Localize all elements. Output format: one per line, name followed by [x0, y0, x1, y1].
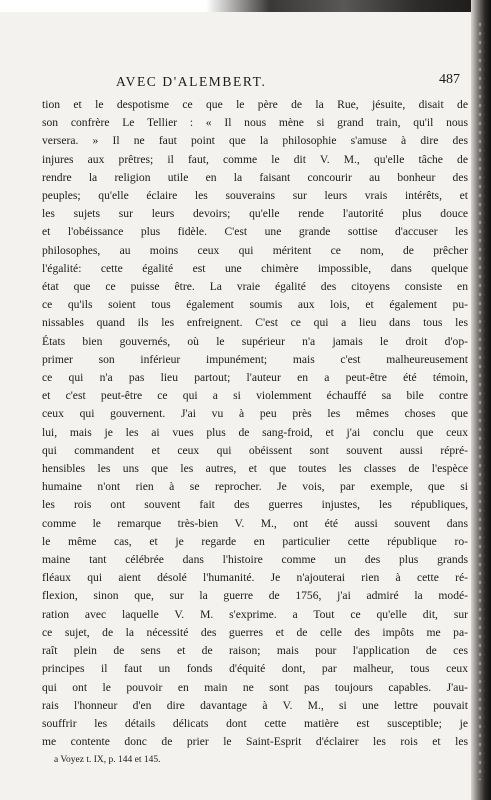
- text-line: et c'est peut-être ce qui a si violemment échauffé sa bile contre: [42, 389, 468, 403]
- text-line: injures aux prêtres; il faut, comme le dit V. M., qu'elle tâche de: [42, 152, 468, 166]
- text-line: état que ce puisse être. La vraie égalité des citoyens consiste en: [42, 280, 468, 294]
- text-line: peuples; qu'elle éclaire les souverains sur leurs vrais intérêts, et: [42, 189, 468, 203]
- text-line: humaine n'ont rien à se reprocher. Je vois, par exemple, que si: [42, 480, 468, 494]
- text-line: qui commandent et ceux qui obéissent sont souvent aussi répré-: [42, 443, 468, 457]
- text-line: maine tant célébrée dans l'histoire comme un des plus grands: [42, 553, 468, 567]
- text-line: comme le remarque très-bien V. M., ont été aussi souvent dans: [42, 516, 468, 530]
- scan-border-speckle: [477, 20, 485, 780]
- text-line: ce sujet, de la nécessité des guerres et de celle des impôts me pa-: [42, 625, 468, 639]
- text-line: qui ont le pouvoir en main ne sont pas toujours capables. J'au-: [42, 680, 468, 694]
- text-line: l'égalité: cette égalité est une chimère impossible, dans quelque: [42, 261, 468, 275]
- book-page: [20, 70, 468, 767]
- running-head: [20, 70, 468, 96]
- text-line: ration avec laquelle V. M. s'exprime. a Tout ce qu'elle dit, sur: [42, 607, 468, 621]
- text-line: lui, mais je les ai vues plus de sang-froid, et j'ai conclu que ceux: [42, 425, 468, 439]
- scan-border-top: [0, 0, 491, 12]
- text-line: le même cas, et je regarde en particulier cette république ro-: [42, 534, 468, 548]
- text-line: souffrir les détails délicats dont cette matière est susceptible; je: [42, 716, 468, 730]
- text-line: rais l'honneur d'en dire davantage à V. M., si une lettre pouvait: [42, 698, 468, 712]
- text-line: son confrère Le Tellier : « Il nous mène si grand train, qu'il nous: [42, 116, 468, 130]
- page-number: 487: [439, 72, 460, 87]
- text-line: fléaux qui aient désolé l'humanité. Je n'ajouterai rien à cette ré-: [42, 571, 468, 585]
- text-line: les rois ont souvent fait des guerres injustes, les républiques,: [42, 498, 468, 512]
- text-line: flexion, sinon que, sur la guerre de 1756, j'ai admiré la modé-: [42, 589, 468, 603]
- text-line: hensibles les uns que les autres, et que toutes les classes de l'espèce: [42, 462, 468, 476]
- text-line: principes il faut un fonds d'équité dont, par malheur, tous ceux: [42, 662, 468, 676]
- text-line: États bien gouvernés, où le supérieur n'a jamais le droit d'op-: [42, 334, 468, 348]
- footnote: a Voyez t. IX, p. 144 et 145.: [54, 755, 161, 766]
- running-title: AVEC D'ALEMBERT.: [116, 74, 267, 89]
- text-line: ce qui n'a pas lieu partout; l'auteur en a peut-être été témoin,: [42, 371, 468, 385]
- text-line: me contente donc de prier le Saint-Esprit d'éclairer les rois et les: [42, 735, 468, 749]
- text-line: tion et le despotisme ce que le père de la Rue, jésuite, disait de: [42, 98, 468, 111]
- text-line: les sujets sur leurs devoirs; qu'elle rende l'autorité plus douce: [42, 207, 468, 221]
- text-line: rendre la religion utile en la faisant concourir au bonheur des: [42, 170, 468, 184]
- text-line: raît plein de sens et de raison; mais pour l'application de ces: [42, 644, 468, 658]
- text-line: primer son inférieur impunément; mais c'est malheureusement: [42, 352, 468, 366]
- text-line: ceux qui gouvernent. J'ai vu à peu près les mêmes choses que: [42, 407, 468, 421]
- text-line: ce qu'ils soient tous également soumis aux lois, et également pu-: [42, 298, 468, 312]
- body-text: [42, 96, 468, 751]
- text-line: et l'obéissance plus fidèle. C'est une grande sottise d'accuser les: [42, 225, 468, 239]
- text-line: versera. » Il ne faut point que la philosophie s'amuse à dire des: [42, 134, 468, 148]
- text-line: philosophes, au moins ceux qui méritent ce nom, de prêcher: [42, 243, 468, 257]
- text-line: nissables quand ils les enfreignent. C'est ce qui a lieu dans tous les: [42, 316, 468, 330]
